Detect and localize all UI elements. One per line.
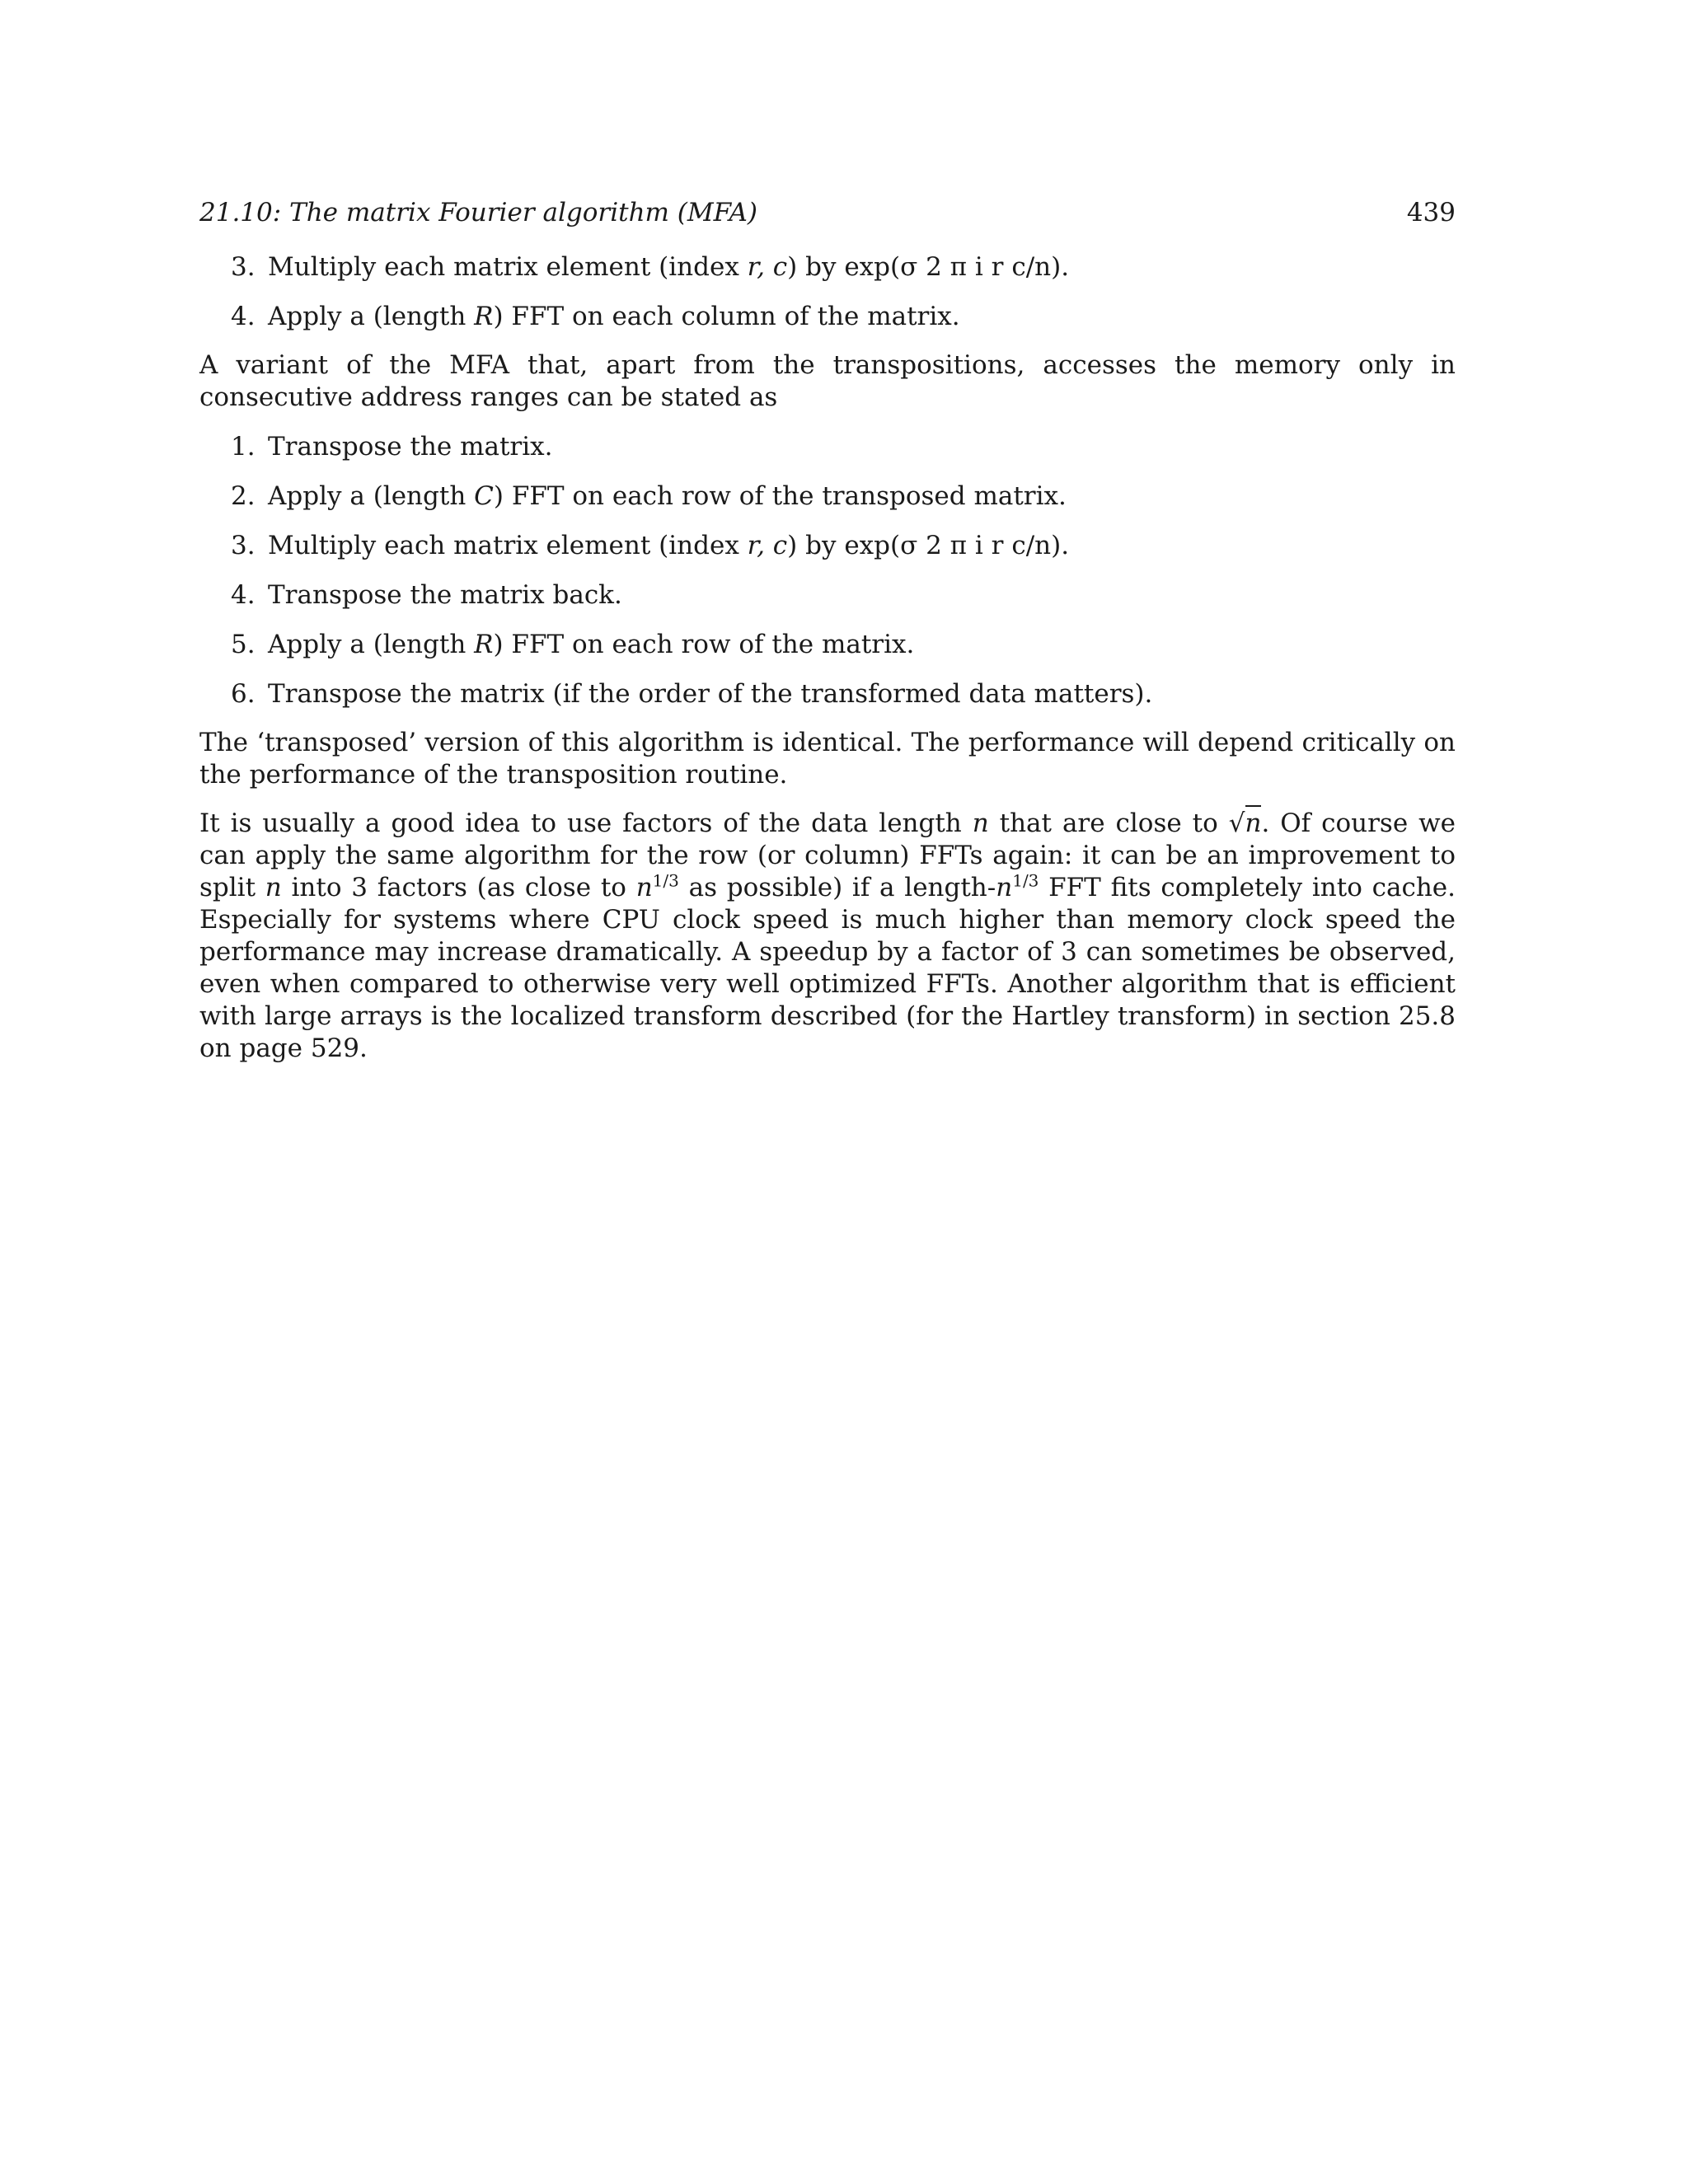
step-list-a [199, 251, 1456, 333]
item-math: R [474, 302, 494, 331]
math-n: n [972, 808, 989, 838]
item-text: ) by exp(σ 2 π i r c/n). [787, 531, 1070, 560]
para-text: that are close to [988, 808, 1229, 838]
item-text: Transpose the matrix. [268, 432, 553, 462]
item-text: Multiply each matrix element (index [268, 531, 748, 560]
list-item [199, 677, 1456, 710]
item-text: ) FFT on each column of the matrix. [493, 302, 960, 331]
page [199, 198, 1456, 1081]
item-text: Apply a (length [268, 630, 475, 659]
page-number: 439 [1406, 198, 1456, 227]
item-math: C [474, 481, 494, 511]
item-number: 1. [231, 432, 256, 462]
math-exponent: 1/3 [652, 870, 679, 891]
list-item [199, 529, 1456, 562]
item-number: 4. [231, 302, 256, 331]
item-text: Multiply each matrix element (index [268, 252, 748, 282]
para-text: . Of course we can apply the same algorithm for the row (or column) FFTs again: it can be an improvement to split [199, 808, 1456, 902]
math-n: n [635, 873, 653, 902]
list-item [199, 628, 1456, 661]
item-number: 3. [231, 252, 256, 282]
intro-paragraph: A variant of the MFA that, apart from the transpositions, accesses the memory only in consecutive address ranges can be stated as [199, 350, 1456, 412]
math-n: n [996, 873, 1013, 902]
para-text: It is usually a good idea to use factors of the data length [199, 808, 973, 838]
section-title: 21.10: The matrix Fourier algorithm (MFA) [199, 198, 757, 227]
item-text: Apply a (length [268, 481, 475, 511]
item-text: Transpose the matrix (if the order of the transformed data matters). [268, 679, 1153, 709]
list-item [199, 300, 1456, 333]
list-item [199, 480, 1456, 513]
running-head [199, 198, 1456, 227]
math-n: n [1245, 805, 1262, 838]
item-number: 4. [231, 580, 256, 610]
para-text: FFT fits completely into cache. Especially for systems where CPU clock speed is much higher than memory clock speed the performance may increase dramatically. A speedup by a factor of 3 can sometimes be observed, even when compared to otherwise very well optimized FFTs. Another algorithm that is efficient with large arrays is the localized transform described (for the Hartley transform) in section 25.8 on page 529. [199, 873, 1456, 1063]
item-math: r, c [747, 252, 788, 282]
item-math: r, c [747, 531, 788, 560]
item-number: 2. [231, 481, 256, 511]
sqrt-symbol: √ [1228, 808, 1245, 838]
item-math: R [474, 630, 494, 659]
item-text: ) FFT on each row of the matrix. [493, 630, 915, 659]
list-item [199, 430, 1456, 463]
item-text: Transpose the matrix back. [268, 580, 622, 610]
item-number: 3. [231, 531, 256, 560]
item-text: ) FFT on each row of the transposed matrix. [493, 481, 1067, 511]
list-item [199, 579, 1456, 612]
item-number: 5. [231, 630, 256, 659]
math-n: n [265, 873, 282, 902]
para-text: as possible) if a length- [678, 873, 996, 902]
para-text: into 3 factors (as close to [281, 873, 636, 902]
item-text: ) by exp(σ 2 π i r c/n). [787, 252, 1070, 282]
list-item [199, 251, 1456, 284]
math-exponent: 1/3 [1012, 870, 1039, 891]
item-text: Apply a (length [268, 302, 475, 331]
item-number: 6. [231, 679, 256, 709]
step-list-b [199, 430, 1456, 710]
factors-paragraph [199, 808, 1456, 1065]
performance-paragraph: The ‘transposed’ version of this algorithm is identical. The performance will depend critically on the performance of the transposition routine. [199, 728, 1456, 790]
